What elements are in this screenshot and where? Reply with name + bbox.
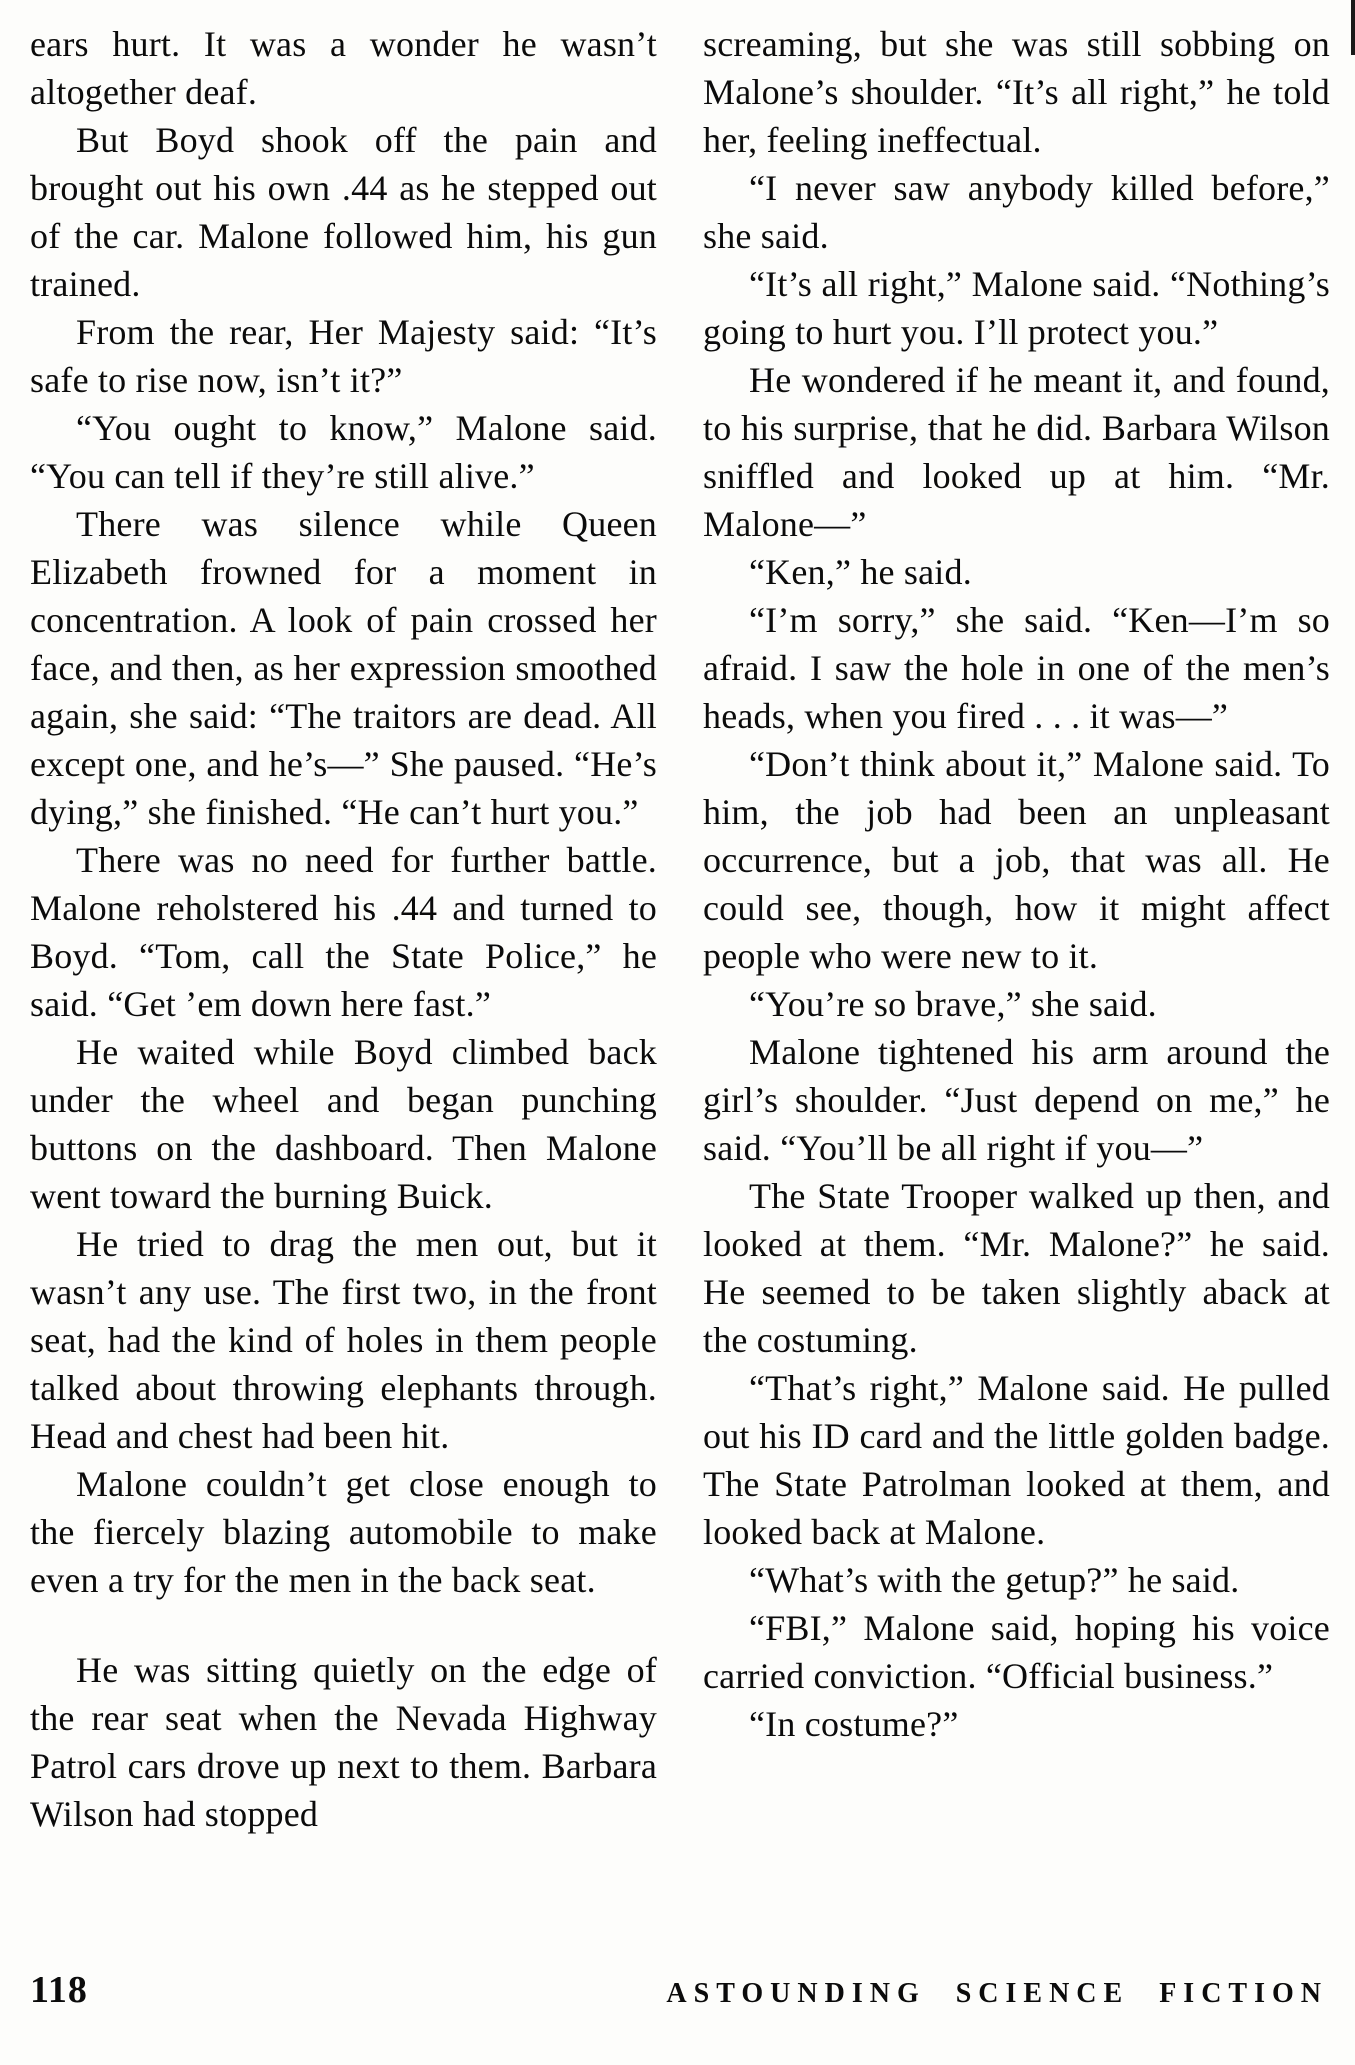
paragraph: “You ought to know,” Malone said. “You can tell if they’re still alive.” — [30, 408, 657, 496]
paragraph: “It’s all right,” Malone said. “Nothing’s going to hurt you. I’ll protect you.” — [703, 264, 1330, 352]
paragraph: Malone couldn’t get close enough to the fiercely blazing automobile to make even a try for the men in the back seat. — [30, 1464, 657, 1600]
left-column — [30, 20, 657, 1838]
paragraph: “I’m sorry,” she said. “Ken—I’m so afraid. I saw the hole in one of the men’s heads, when you fired . . . it was—” — [703, 600, 1330, 736]
paragraph: screaming, but she was still sobbing on Malone’s shoulder. “It’s all right,” he told her, feeling ineffectual. — [703, 24, 1330, 160]
paragraph: He wondered if he meant it, and found, to his surprise, that he did. Barbara Wilson sniffled and looked up at him. “Mr. Malone—” — [703, 360, 1330, 544]
paragraph: “Don’t think about it,” Malone said. To him, the job had been an unpleasant occurrence, but a job, that was all. He could see, though, how it might affect people who were new to it. — [703, 744, 1330, 976]
paragraph: “You’re so brave,” she said. — [749, 984, 1157, 1024]
paragraph: Malone tightened his arm around the girl’s shoulder. “Just depend on me,” he said. “You’ll be all right if you—” — [703, 1032, 1330, 1168]
page-footer — [30, 1968, 1328, 2012]
paragraph: He was sitting quietly on the edge of the rear seat when the Nevada Highway Patrol cars drove up next to them. Barbara Wilson had stopped — [30, 1650, 657, 1834]
paragraph: “That’s right,” Malone said. He pulled out his ID card and the little golden badge. The State Patrolman looked at them, and looked back at Malone. — [703, 1368, 1330, 1552]
paragraph: “FBI,” Malone said, hoping his voice carried conviction. “Official business.” — [703, 1608, 1330, 1696]
right-column — [703, 20, 1330, 1838]
paragraph: “I never saw anybody killed before,” she said. — [703, 168, 1330, 256]
paragraph: But Boyd shook off the pain and brought out his own .44 as he stepped out of the car. Malone followed him, his gun trained. — [30, 120, 657, 304]
paragraph: He waited while Boyd climbed back under the wheel and began punching buttons on the dashboard. Then Malone went toward the burning Buick. — [30, 1032, 657, 1216]
paragraph: “In costume?” — [749, 1704, 959, 1744]
paragraph: ears hurt. It was a wonder he wasn’t altogether deaf. — [30, 24, 657, 112]
paragraph: There was silence while Queen Elizabeth frowned for a moment in concentration. A look of pain crossed her face, and then, as her expression smoothed again, she said: “The traitors are dead. All except one, and he’s—” She paused. “He’s dying,” she finished. “He can’t hurt you.” — [30, 504, 657, 832]
magazine-title: ASTOUNDING SCIENCE FICTION — [666, 1978, 1328, 2009]
scan-edge-artifact — [1351, 0, 1355, 55]
paragraph: There was no need for further battle. Malone reholstered his .44 and turned to Boyd. “Tom, call the State Police,” he said. “Get ’em down here fast.” — [30, 840, 657, 1024]
paragraph: He tried to drag the men out, but it wasn’t any use. The first two, in the front seat, had the kind of holes in them people talked about throwing elephants through. Head and chest had been hit. — [30, 1224, 657, 1456]
page-number: 118 — [30, 1969, 88, 2011]
paragraph: From the rear, Her Majesty said: “It’s safe to rise now, isn’t it?” — [30, 312, 657, 400]
paragraph: “Ken,” he said. — [749, 552, 972, 592]
paragraph: “What’s with the getup?” he said. — [749, 1560, 1240, 1600]
paragraph: The State Trooper walked up then, and looked at them. “Mr. Malone?” he said. He seemed to be taken slightly aback at the costuming. — [703, 1176, 1330, 1360]
